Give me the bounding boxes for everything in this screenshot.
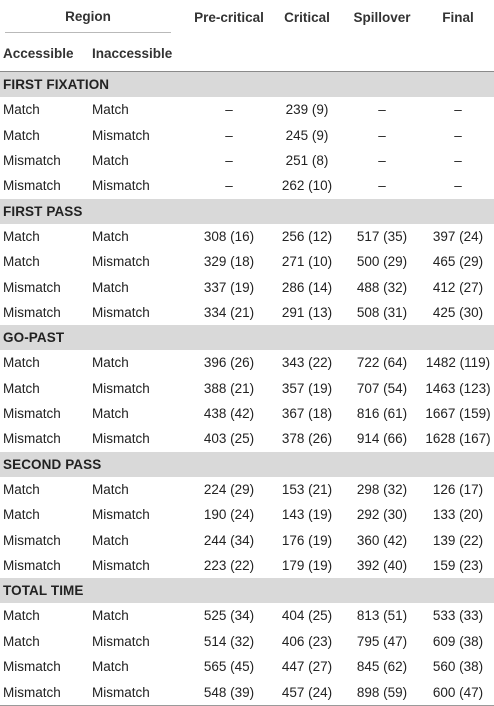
cell-inaccessible: Mismatch bbox=[92, 558, 150, 574]
column-header-accessible: Accessible bbox=[3, 45, 74, 61]
region-label: Region bbox=[5, 3, 171, 33]
cell-pre-critical: 565 (45) bbox=[203, 659, 255, 675]
cell-critical: 245 (9) bbox=[285, 127, 329, 143]
section-title: SECOND PASS bbox=[0, 452, 494, 477]
cell-final: 159 (23) bbox=[432, 558, 484, 574]
table-row bbox=[0, 477, 494, 502]
cell-critical: 271 (10) bbox=[281, 254, 333, 270]
cell-inaccessible: Match bbox=[92, 152, 129, 168]
table-row bbox=[0, 97, 494, 122]
cell-inaccessible: Mismatch bbox=[92, 178, 150, 194]
cell-final: – bbox=[454, 102, 462, 118]
cell-critical: 286 (14) bbox=[281, 279, 333, 295]
cell-spillover: – bbox=[378, 178, 386, 194]
cell-final: – bbox=[454, 152, 462, 168]
column-header-critical: Critical bbox=[284, 10, 330, 25]
cell-final: 465 (29) bbox=[432, 254, 484, 270]
cell-pre-critical: 514 (32) bbox=[203, 633, 255, 649]
table-row bbox=[0, 300, 494, 325]
cell-accessible: Mismatch bbox=[3, 178, 61, 194]
cell-critical: 176 (19) bbox=[281, 532, 333, 548]
cell-critical: 251 (8) bbox=[285, 152, 329, 168]
cell-inaccessible: Match bbox=[92, 355, 129, 371]
cell-pre-critical: 396 (26) bbox=[203, 355, 255, 371]
cell-inaccessible: Match bbox=[92, 228, 129, 244]
cell-accessible: Mismatch bbox=[3, 431, 61, 447]
cell-critical: 367 (18) bbox=[281, 406, 333, 422]
section-title: GO-PAST bbox=[0, 325, 494, 350]
cell-pre-critical: – bbox=[225, 178, 233, 194]
cell-accessible: Match bbox=[3, 380, 40, 396]
cell-spillover: 898 (59) bbox=[356, 684, 408, 700]
table-row bbox=[0, 426, 494, 451]
cell-accessible: Match bbox=[3, 127, 40, 143]
cell-pre-critical: 224 (29) bbox=[203, 481, 255, 497]
table-row bbox=[0, 274, 494, 299]
cell-inaccessible: Mismatch bbox=[92, 254, 150, 270]
cell-pre-critical: 337 (19) bbox=[203, 279, 255, 295]
cell-spillover: – bbox=[378, 127, 386, 143]
cell-critical: 256 (12) bbox=[281, 228, 333, 244]
cell-inaccessible: Match bbox=[92, 608, 129, 624]
cell-inaccessible: Mismatch bbox=[92, 127, 150, 143]
table-row bbox=[0, 679, 494, 705]
cell-accessible: Mismatch bbox=[3, 558, 61, 574]
table-row bbox=[0, 603, 494, 628]
table-row bbox=[0, 376, 494, 401]
cell-critical: 262 (10) bbox=[281, 178, 333, 194]
cell-accessible: Mismatch bbox=[3, 684, 61, 700]
cell-accessible: Match bbox=[3, 507, 40, 523]
cell-accessible: Mismatch bbox=[3, 406, 61, 422]
cell-pre-critical: – bbox=[225, 127, 233, 143]
region-header bbox=[0, 0, 186, 35]
cell-final: 609 (38) bbox=[432, 633, 484, 649]
cell-inaccessible: Match bbox=[92, 279, 129, 295]
cell-critical: 357 (19) bbox=[281, 380, 333, 396]
cell-spillover: 813 (51) bbox=[356, 608, 408, 624]
table-row bbox=[0, 401, 494, 426]
cell-spillover: 392 (40) bbox=[356, 558, 408, 574]
cell-critical: 447 (27) bbox=[281, 659, 333, 675]
cell-pre-critical: 244 (34) bbox=[203, 532, 255, 548]
cell-spillover: 914 (66) bbox=[356, 431, 408, 447]
cell-accessible: Mismatch bbox=[3, 659, 61, 675]
cell-critical: 291 (13) bbox=[281, 304, 333, 320]
cell-pre-critical: 525 (34) bbox=[203, 608, 255, 624]
cell-critical: 343 (22) bbox=[281, 355, 333, 371]
cell-spillover: 707 (54) bbox=[356, 380, 408, 396]
cell-accessible: Mismatch bbox=[3, 304, 61, 320]
cell-spillover: – bbox=[378, 102, 386, 118]
cell-inaccessible: Mismatch bbox=[92, 633, 150, 649]
cell-pre-critical: 190 (24) bbox=[203, 507, 255, 523]
cell-pre-critical: 329 (18) bbox=[203, 254, 255, 270]
cell-accessible: Match bbox=[3, 254, 40, 270]
column-header-pre-critical: Pre-critical bbox=[194, 10, 264, 25]
section-header-row bbox=[0, 578, 494, 603]
cell-accessible: Match bbox=[3, 481, 40, 497]
cell-inaccessible: Match bbox=[92, 481, 129, 497]
section-title: FIRST PASS bbox=[0, 199, 494, 224]
cell-final: 1482 (119) bbox=[425, 355, 491, 371]
column-header-spillover: Spillover bbox=[353, 10, 411, 25]
cell-final: 1667 (159) bbox=[425, 406, 491, 422]
cell-final: 139 (22) bbox=[432, 532, 484, 548]
cell-inaccessible: Mismatch bbox=[92, 380, 150, 396]
table-body bbox=[0, 72, 494, 706]
cell-accessible: Mismatch bbox=[3, 279, 61, 295]
cell-spillover: 508 (31) bbox=[356, 304, 408, 320]
section-header-row bbox=[0, 72, 494, 98]
table-row bbox=[0, 224, 494, 249]
cell-inaccessible: Mismatch bbox=[92, 431, 150, 447]
cell-inaccessible: Mismatch bbox=[92, 304, 150, 320]
cell-final: – bbox=[454, 178, 462, 194]
table-row bbox=[0, 553, 494, 578]
cell-final: 533 (33) bbox=[432, 608, 484, 624]
cell-pre-critical: 223 (22) bbox=[203, 558, 255, 574]
section-title: TOTAL TIME bbox=[0, 578, 494, 603]
table-header bbox=[0, 0, 494, 72]
cell-accessible: Match bbox=[3, 228, 40, 244]
cell-spillover: 795 (47) bbox=[356, 633, 408, 649]
cell-inaccessible: Mismatch bbox=[92, 684, 150, 700]
cell-critical: 153 (21) bbox=[281, 481, 333, 497]
cell-accessible: Match bbox=[3, 608, 40, 624]
cell-pre-critical: – bbox=[225, 152, 233, 168]
cell-accessible: Mismatch bbox=[3, 152, 61, 168]
table-row bbox=[0, 249, 494, 274]
cell-final: 133 (20) bbox=[432, 507, 484, 523]
cell-inaccessible: Mismatch bbox=[92, 507, 150, 523]
section-title: FIRST FIXATION bbox=[0, 72, 494, 98]
cell-critical: 404 (25) bbox=[281, 608, 333, 624]
column-header-final: Final bbox=[442, 10, 474, 25]
cell-final: 425 (30) bbox=[432, 304, 484, 320]
cell-final: 412 (27) bbox=[432, 279, 484, 295]
cell-spillover: 816 (61) bbox=[356, 406, 408, 422]
table-row bbox=[0, 502, 494, 527]
cell-final: 1463 (123) bbox=[425, 380, 491, 396]
cell-inaccessible: Match bbox=[92, 532, 129, 548]
section-header-row bbox=[0, 325, 494, 350]
section-header-row bbox=[0, 452, 494, 477]
cell-final: – bbox=[454, 127, 462, 143]
table-row bbox=[0, 527, 494, 552]
cell-critical: 179 (19) bbox=[281, 558, 333, 574]
cell-inaccessible: Match bbox=[92, 659, 129, 675]
table-row bbox=[0, 350, 494, 375]
cell-spillover: – bbox=[378, 152, 386, 168]
cell-pre-critical: 438 (42) bbox=[203, 406, 255, 422]
cell-pre-critical: 388 (21) bbox=[203, 380, 255, 396]
cell-inaccessible: Match bbox=[92, 102, 129, 118]
cell-critical: 406 (23) bbox=[281, 633, 333, 649]
cell-accessible: Mismatch bbox=[3, 532, 61, 548]
cell-final: 560 (38) bbox=[432, 659, 484, 675]
table-row bbox=[0, 148, 494, 173]
cell-pre-critical: 308 (16) bbox=[203, 228, 255, 244]
cell-critical: 457 (24) bbox=[281, 684, 333, 700]
cell-final: 1628 (167) bbox=[425, 431, 491, 447]
cell-spillover: 517 (35) bbox=[356, 228, 408, 244]
cell-pre-critical: 403 (25) bbox=[203, 431, 255, 447]
cell-critical: 239 (9) bbox=[285, 102, 329, 118]
cell-spillover: 500 (29) bbox=[356, 254, 408, 270]
cell-final: 397 (24) bbox=[432, 228, 484, 244]
cell-spillover: 298 (32) bbox=[356, 481, 408, 497]
cell-pre-critical: – bbox=[225, 102, 233, 118]
section-header-row bbox=[0, 199, 494, 224]
cell-pre-critical: 334 (21) bbox=[203, 304, 255, 320]
cell-spillover: 360 (42) bbox=[356, 532, 408, 548]
cell-accessible: Match bbox=[3, 355, 40, 371]
cell-spillover: 488 (32) bbox=[356, 279, 408, 295]
cell-critical: 143 (19) bbox=[281, 507, 333, 523]
cell-final: 600 (47) bbox=[432, 684, 484, 700]
cell-critical: 378 (26) bbox=[281, 431, 333, 447]
table-row bbox=[0, 173, 494, 198]
cell-final: 126 (17) bbox=[432, 481, 484, 497]
cell-spillover: 845 (62) bbox=[356, 659, 408, 675]
cell-pre-critical: 548 (39) bbox=[203, 684, 255, 700]
cell-spillover: 722 (64) bbox=[356, 355, 408, 371]
column-header-inaccessible: Inaccessible bbox=[92, 45, 173, 61]
cell-inaccessible: Match bbox=[92, 406, 129, 422]
cell-spillover: 292 (30) bbox=[356, 507, 408, 523]
cell-accessible: Match bbox=[3, 102, 40, 118]
cell-accessible: Match bbox=[3, 633, 40, 649]
table-row bbox=[0, 122, 494, 147]
table-row bbox=[0, 629, 494, 654]
